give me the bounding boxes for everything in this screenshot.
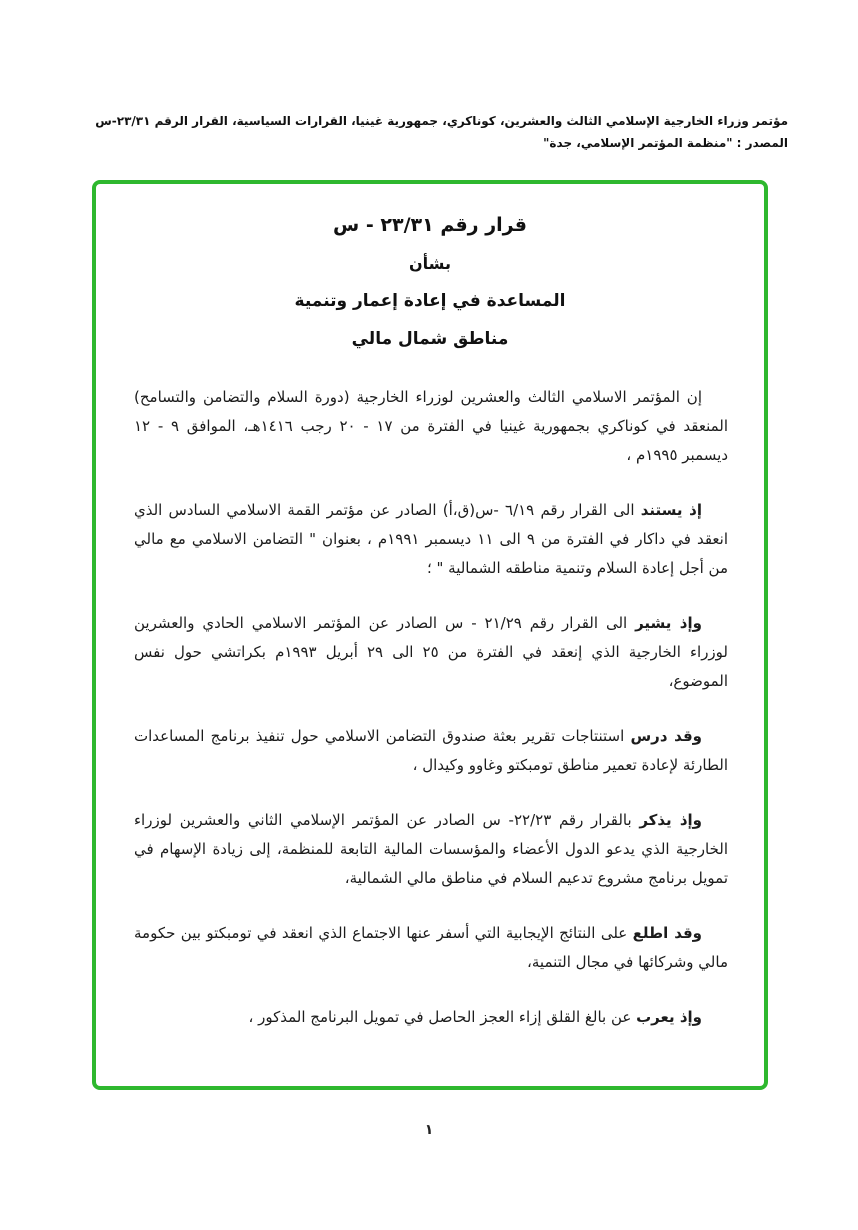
paragraph-text: بالقرار رقم ٢٢/٢٣- س الصادر عن المؤتمر الإسلامي الثاني والعشرين لوزراء الخارجية الذي يدعو الدول الأعضاء والمؤسسات المالية التابعة للمنظمة، إلى زيادة الإسهام في تمويل برنامج مشروع تدعيم السلام في مناطق مالي الشمالية، [134, 811, 728, 887]
resolution-border-box [92, 180, 768, 1090]
paragraph-text: إن المؤتمر الاسلامي الثالث والعشرين لوزراء الخارجية (دورة السلام والتضامن والتسامح) المنعقد في كوناكري بجمهورية غينيا في الفترة من ١٧ - ٢٠ رجب ١٤١٦هـ، الموافق ٩ - ١٢ ديسمبر ١٩٩٥م ، [134, 388, 729, 464]
paragraph-text: عن بالغ القلق إزاء العجز الحاصل في تمويل البرنامج المذكور ، [248, 1008, 637, 1026]
resolution-paragraph [134, 383, 728, 470]
resolution-paragraph [134, 919, 728, 977]
resolution-body [130, 383, 730, 1032]
paragraph-lead: وقد درس [630, 727, 702, 745]
paragraph-lead: وإذ يعرب [636, 1008, 702, 1026]
resolution-paragraph [134, 806, 728, 893]
page-number: ١ [424, 1122, 434, 1138]
header-source-line-2: المصدر : "منظمة المؤتمر الإسلامي، جدة" [543, 136, 788, 150]
resolution-subject-line-1: المساعدة في إعادة إعمار وتنمية [294, 291, 566, 311]
resolution-subject-line-2: مناطق شمال مالي [351, 329, 509, 349]
paragraph-text: استنتاجات تقرير بعثة صندوق التضامن الاسلامي حول تنفيذ برنامج المساعدات الطارئة لإعادة تعمير مناطق تومبكتو وغاوو وكيدال ، [134, 727, 728, 774]
resolution-number-title: قرار رقم ٢٣/٣١ - س [333, 214, 527, 236]
resolution-title-block [130, 214, 730, 349]
document-header [90, 110, 788, 154]
resolution-subject-word: بشأن [409, 254, 451, 273]
paragraph-text: الى القرار رقم ٢١/٢٩ - س الصادر عن المؤتمر الاسلامي الحادي والعشرين لوزراء الخارجية الذي إنعقد في الفترة من ٢٥ الى ٢٩ أبريل ١٩٩٣م بكراتشي حول نفس الموضوع، [134, 614, 728, 690]
paragraph-lead: وقد اطلع [632, 924, 702, 942]
header-source-line-1: مؤتمر وزراء الخارجية الإسلامي الثالث والعشرين، كوناكري، جمهورية غينيا، القرارات السياسية، القرار الرقم ٢٣/٣١-س [95, 114, 788, 128]
resolution-paragraph [134, 496, 728, 583]
paragraph-lead: وإذ يذكر [639, 811, 702, 829]
resolution-paragraph [134, 609, 728, 696]
paragraph-text: الى القرار رقم ٦/١٩ -س(ق،أ) الصادر عن مؤتمر القمة الاسلامي السادس الذي انعقد في داكار في الفترة من ٩ الى ١١ ديسمبر ١٩٩١م ، بعنوان " التضامن الاسلامي مع مالي من أجل إعادة السلام وتنمية مناطقه الشمالية " ؛ [134, 501, 729, 577]
resolution-paragraph [134, 722, 728, 780]
paragraph-lead: إذ يستند [640, 501, 702, 519]
paragraph-text: على النتائج الإيجابية التي أسفر عنها الاجتماع الذي انعقد في تومبكتو بين حكومة مالي وشركائها في مجال التنمية، [134, 924, 728, 971]
resolution-paragraph [134, 1003, 728, 1032]
paragraph-lead: وإذ يشير [635, 614, 702, 632]
